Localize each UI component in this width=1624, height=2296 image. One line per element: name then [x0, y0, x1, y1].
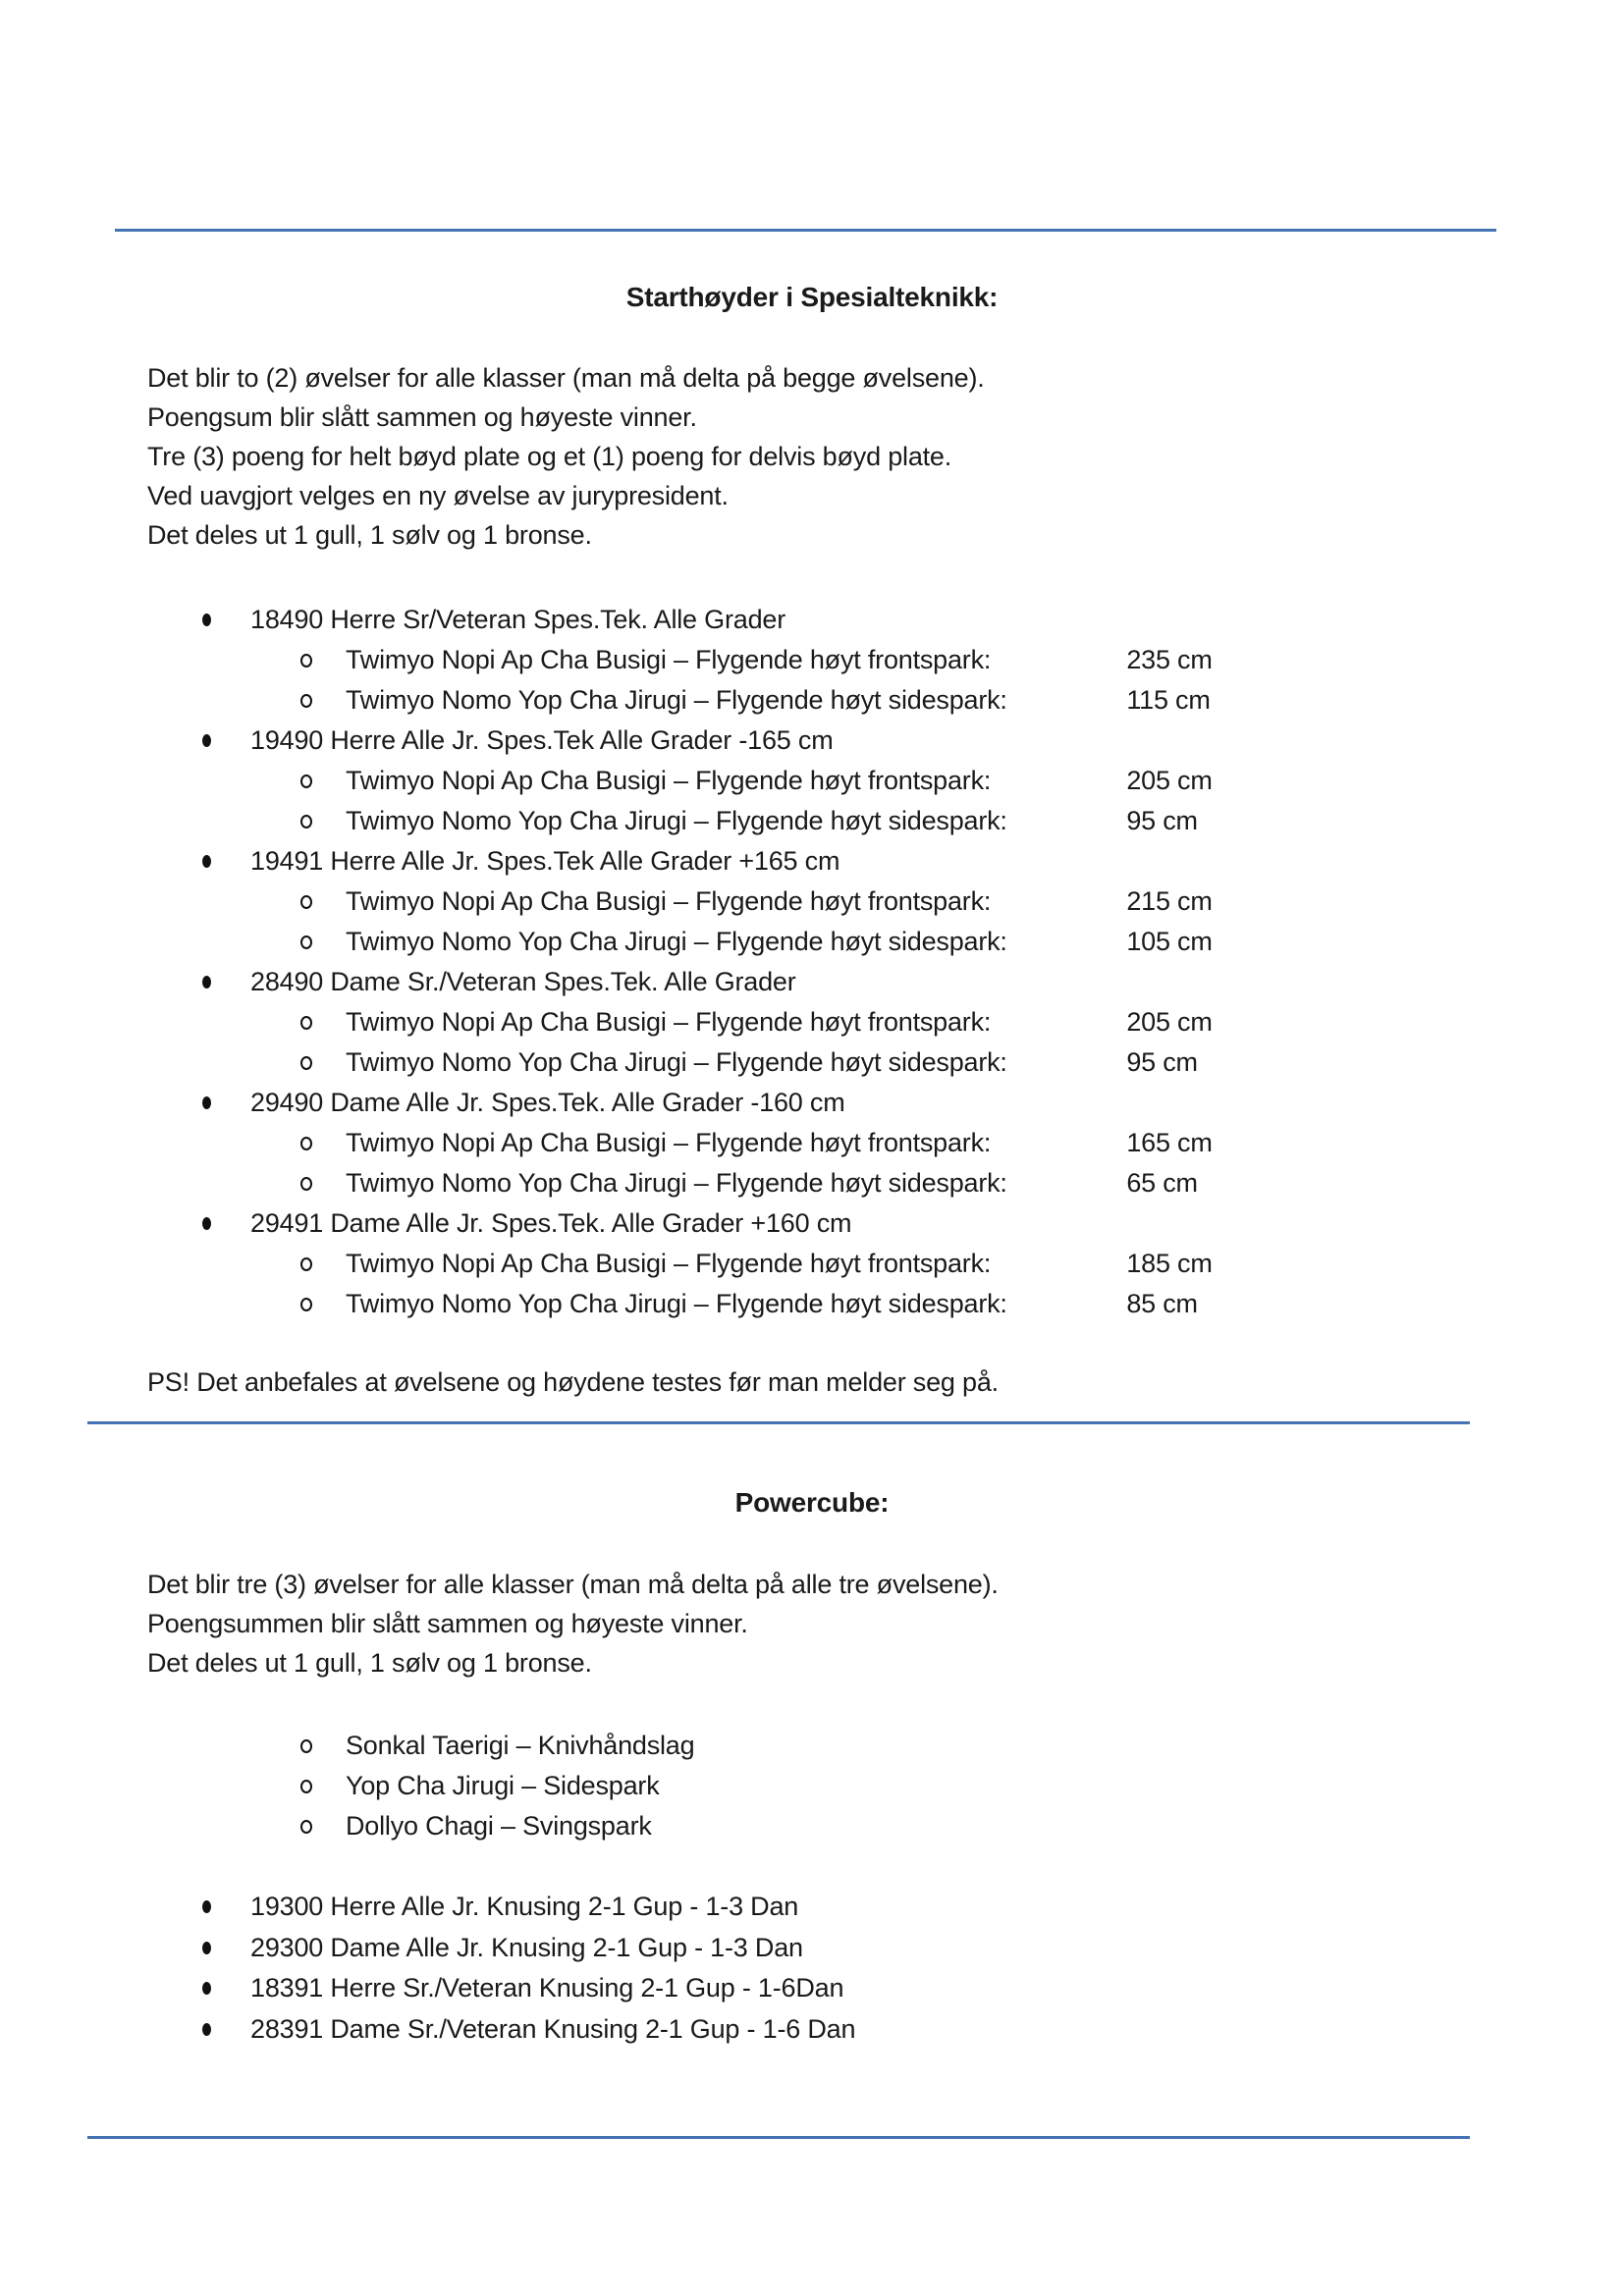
class-item: [0, 2009, 1624, 2051]
height-value: 65 cm: [1126, 1168, 1198, 1198]
spesialteknikk-title: Starthøyder i Spesialteknikk:: [625, 282, 999, 312]
powercube-exercise-list: [0, 1726, 1624, 1846]
intro-line: Det deles ut 1 gull, 1 sølv og 1 bronse.: [147, 1648, 592, 1678]
circle-bullet-icon: [300, 1739, 312, 1753]
spesialteknikk-intro: [147, 358, 985, 555]
height-value: 85 cm: [1126, 1289, 1198, 1318]
powercube-intro: [147, 1565, 999, 1682]
height-value: 115 cm: [1126, 685, 1211, 715]
exercise-label: Dollyo Chagi – Svingspark: [346, 1811, 652, 1841]
height-value: 95 cm: [1126, 1047, 1198, 1077]
class-item: [0, 1968, 1624, 2009]
technique-row: [0, 640, 1624, 680]
bullet-icon: [202, 855, 211, 868]
circle-bullet-icon: [300, 694, 312, 708]
section-divider-line: [87, 1421, 1470, 1424]
circle-bullet-icon: [300, 1177, 312, 1191]
intro-line: Det blir tre (3) øvelser for alle klasser (man må delta på alle tre øvelsene).: [147, 1570, 999, 1599]
class-label: 18490 Herre Sr/Veteran Spes.Tek. Alle Grader: [250, 605, 786, 634]
class-item: [0, 841, 1624, 881]
circle-bullet-icon: [300, 935, 312, 949]
circle-bullet-icon: [300, 1056, 312, 1070]
height-value: 235 cm: [1126, 645, 1213, 674]
technique-label: Twimyo Nomo Yop Cha Jirugi – Flygende høyt sidespark:: [346, 806, 1007, 835]
exercise-row: [0, 1766, 1624, 1806]
technique-row: [0, 761, 1624, 801]
technique-label: Twimyo Nopi Ap Cha Busigi – Flygende høyt frontspark:: [346, 886, 992, 916]
technique-row: [0, 1284, 1624, 1324]
class-label: 29300 Dame Alle Jr. Knusing 2-1 Gup - 1-3 Dan: [250, 1932, 803, 1962]
class-label: 28490 Dame Sr./Veteran Spes.Tek. Alle Grader: [250, 967, 796, 996]
bullet-icon: [202, 1217, 211, 1230]
circle-bullet-icon: [300, 1780, 312, 1793]
technique-label: Twimyo Nomo Yop Cha Jirugi – Flygende høyt sidespark:: [346, 685, 1007, 715]
intro-line: Tre (3) poeng for helt bøyd plate og et (1) poeng for delvis bøyd plate.: [147, 442, 952, 471]
circle-bullet-icon: [300, 1820, 312, 1834]
technique-row: [0, 1244, 1624, 1284]
technique-row: [0, 1123, 1624, 1163]
technique-label: Twimyo Nopi Ap Cha Busigi – Flygende høyt frontspark:: [346, 766, 992, 795]
class-label: 28391 Dame Sr./Veteran Knusing 2-1 Gup - 1-6 Dan: [250, 2013, 856, 2044]
spesialteknikk-class-list: [0, 600, 1624, 1324]
bullet-icon: [202, 1982, 211, 1995]
technique-label: Twimyo Nomo Yop Cha Jirugi – Flygende høyt sidespark:: [346, 927, 1007, 956]
intro-line: Det blir to (2) øvelser for alle klasser (man må delta på begge øvelsene).: [147, 363, 985, 393]
circle-bullet-icon: [300, 895, 312, 909]
height-value: 165 cm: [1126, 1128, 1213, 1157]
bullet-icon: [202, 734, 211, 747]
technique-row: [0, 1002, 1624, 1042]
technique-row: [0, 680, 1624, 721]
class-label: 29491 Dame Alle Jr. Spes.Tek. Alle Grader +160 cm: [250, 1208, 852, 1238]
class-item: [0, 1203, 1624, 1244]
height-value: 185 cm: [1126, 1249, 1213, 1278]
class-label: 19490 Herre Alle Jr. Spes.Tek Alle Grader -165 cm: [250, 725, 834, 755]
circle-bullet-icon: [300, 1257, 312, 1271]
technique-label: Twimyo Nopi Ap Cha Busigi – Flygende høyt frontspark:: [346, 645, 992, 674]
height-value: 205 cm: [1126, 766, 1213, 795]
class-item: [0, 721, 1624, 761]
ps-note: PS! Det anbefales at øvelsene og høydene testes før man melder seg på.: [147, 1367, 999, 1397]
height-value: 105 cm: [1126, 927, 1213, 956]
powercube-class-list: [0, 1887, 1624, 2050]
intro-line: Det deles ut 1 gull, 1 sølv og 1 bronse.: [147, 520, 592, 550]
technique-label: Twimyo Nomo Yop Cha Jirugi – Flygende høyt sidespark:: [346, 1047, 1007, 1077]
exercise-label: Sonkal Taerigi – Knivhåndslag: [346, 1731, 695, 1760]
bullet-icon: [202, 976, 211, 988]
circle-bullet-icon: [300, 1137, 312, 1150]
class-label: 19300 Herre Alle Jr. Knusing 2-1 Gup - 1-3 Dan: [250, 1892, 799, 1921]
height-value: 215 cm: [1126, 886, 1213, 916]
technique-label: Twimyo Nomo Yop Cha Jirugi – Flygende høyt sidespark:: [346, 1168, 1007, 1198]
height-value: 205 cm: [1126, 1007, 1213, 1037]
intro-line: Poengsum blir slått sammen og høyeste vinner.: [147, 402, 697, 432]
bullet-icon: [202, 614, 211, 626]
class-item: [0, 1887, 1624, 1928]
class-item: [0, 600, 1624, 640]
technique-row: [0, 1163, 1624, 1203]
technique-label: Twimyo Nopi Ap Cha Busigi – Flygende høyt frontspark:: [346, 1007, 992, 1037]
class-item: [0, 1928, 1624, 1969]
technique-label: Twimyo Nopi Ap Cha Busigi – Flygende høyt frontspark:: [346, 1128, 992, 1157]
circle-bullet-icon: [300, 774, 312, 788]
height-value: 95 cm: [1126, 806, 1198, 835]
intro-line: Ved uavgjort velges en ny øvelse av jurypresident.: [147, 481, 729, 510]
top-divider-line: [115, 229, 1496, 232]
circle-bullet-icon: [300, 815, 312, 828]
bullet-icon: [202, 2023, 211, 2036]
exercise-row: [0, 1726, 1624, 1766]
bullet-icon: [202, 1096, 211, 1109]
class-label: 19491 Herre Alle Jr. Spes.Tek Alle Grader +165 cm: [250, 846, 840, 876]
technique-row: [0, 881, 1624, 922]
powercube-title: Powercube:: [734, 1487, 890, 1518]
circle-bullet-icon: [300, 1298, 312, 1311]
technique-row: [0, 1042, 1624, 1083]
class-item: [0, 1083, 1624, 1123]
class-label: 18391 Herre Sr./Veteran Knusing 2-1 Gup - 1-6Dan: [250, 1973, 844, 2002]
bullet-icon: [202, 1942, 211, 1954]
circle-bullet-icon: [300, 1016, 312, 1030]
class-label: 29490 Dame Alle Jr. Spes.Tek. Alle Grader -160 cm: [250, 1088, 845, 1117]
circle-bullet-icon: [300, 654, 312, 667]
technique-row: [0, 801, 1624, 841]
exercise-row: [0, 1806, 1624, 1846]
intro-line: Poengsummen blir slått sammen og høyeste vinner.: [147, 1609, 748, 1638]
bottom-divider-line: [87, 2136, 1470, 2139]
class-item: [0, 962, 1624, 1002]
exercise-label: Yop Cha Jirugi – Sidespark: [346, 1771, 660, 1800]
technique-row: [0, 922, 1624, 962]
technique-label: Twimyo Nomo Yop Cha Jirugi – Flygende høyt sidespark:: [346, 1289, 1007, 1318]
technique-label: Twimyo Nopi Ap Cha Busigi – Flygende høyt frontspark:: [346, 1249, 992, 1278]
bullet-icon: [202, 1900, 211, 1913]
